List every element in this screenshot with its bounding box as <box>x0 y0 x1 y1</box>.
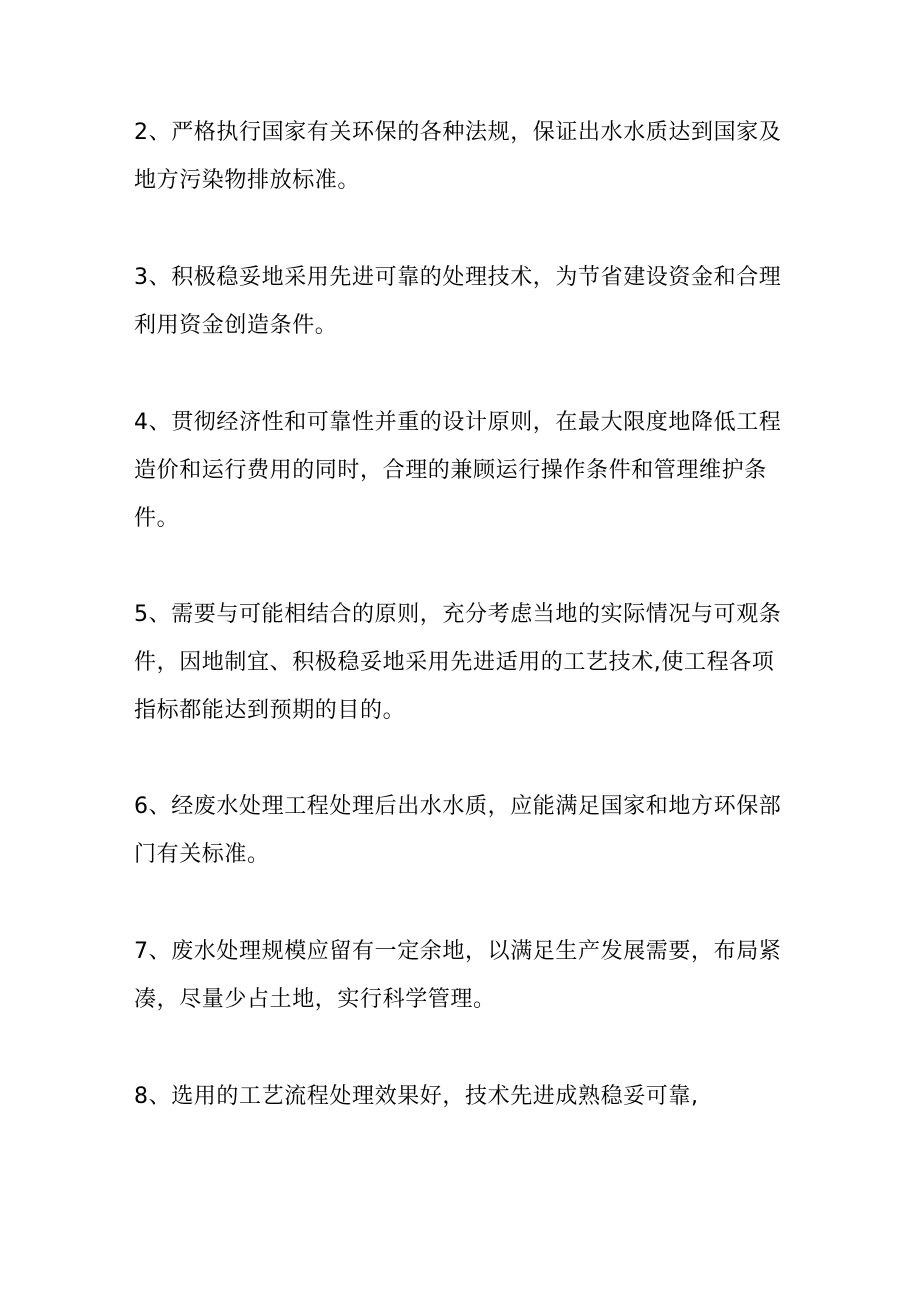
paragraph-item-6: 6、经废水处理工程处理后出水水质，应能满足国家和地方环保部门有关标准。 <box>134 794 782 867</box>
paragraph-item-5: 5、需要与可能相结合的原则，充分考虑当地的实际情况与可观条件，因地制宜、积极稳妥地采用先进适用的工艺技术,使工程各项指标都能达到预期的目的。 <box>134 602 782 723</box>
paragraph-item-7: 7、废水处理规模应留有一定余地，以满足生产发展需要，布局紧凑，尽量少占土地，实行科学管理。 <box>134 939 782 1012</box>
paragraph-item-4: 4、贯彻经济性和可靠性并重的设计原则，在最大限度地降低工程造价和运行费用的同时，合理的兼顾运行操作条件和管理维护条件。 <box>134 410 782 531</box>
paragraph-item-2: 2、严格执行国家有关环保的各种法规，保证出水水质达到国家及地方污染物排放标准。 <box>134 120 782 193</box>
paragraph-item-8: 8、选用的工艺流程处理效果好，技术先进成熟稳妥可靠, <box>134 1084 699 1109</box>
paragraph-item-3: 3、积极稳妥地采用先进可靠的处理技术，为节省建设资金和合理利用资金创造条件。 <box>134 265 782 338</box>
